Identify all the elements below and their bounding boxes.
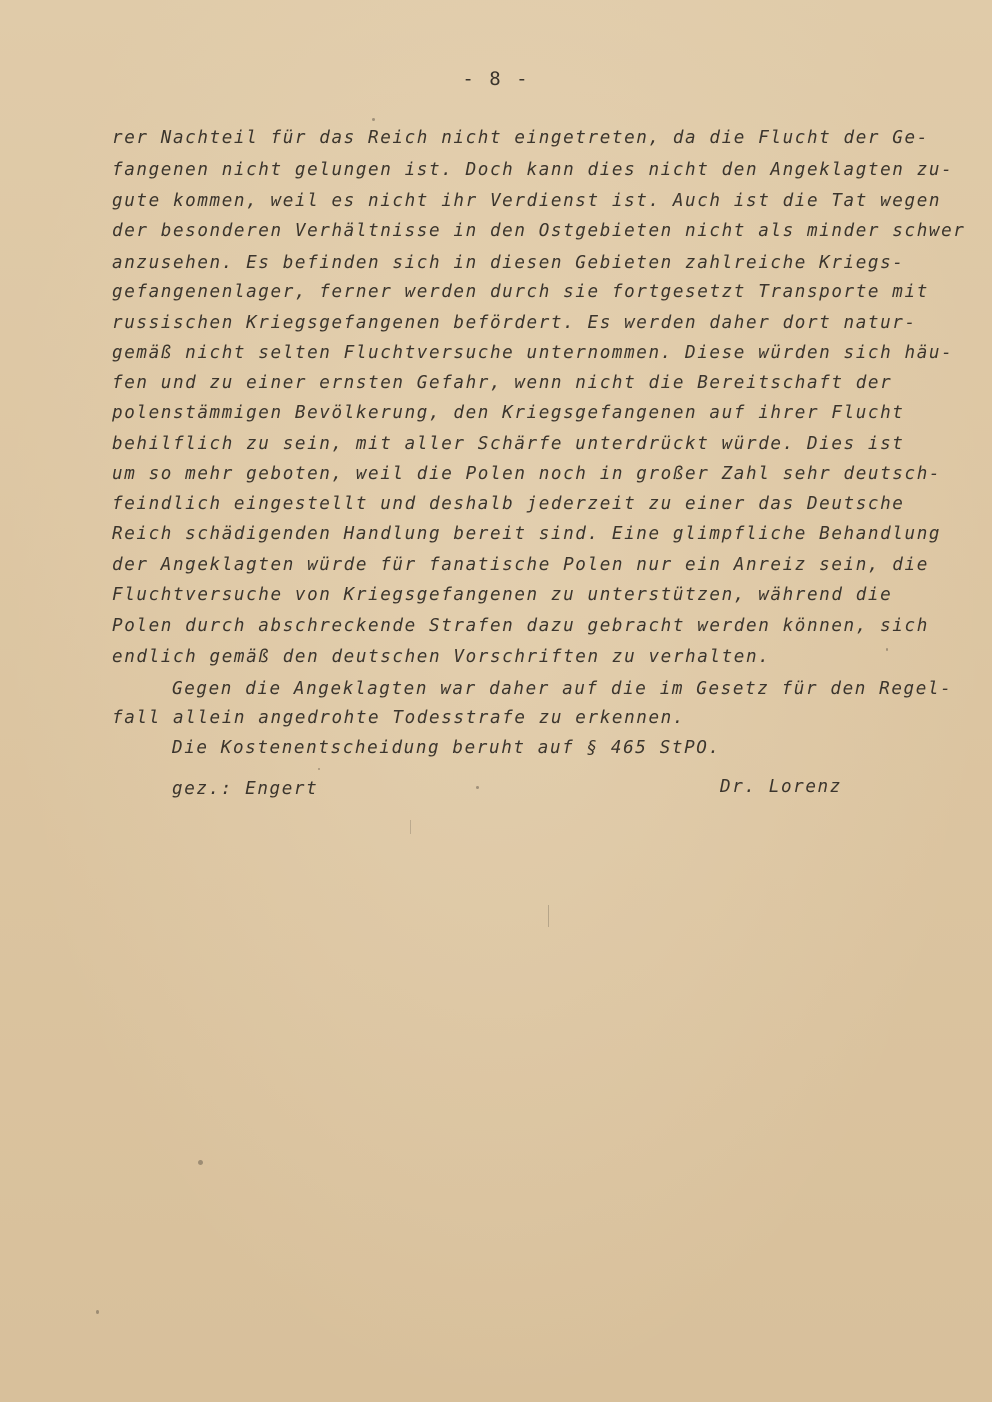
body-line: gefangenenlager, ferner werden durch sie fortgesetzt Transporte mit: [112, 282, 929, 302]
body-line: um so mehr geboten, weil die Polen noch in großer Zahl sehr deutsch-: [112, 464, 942, 484]
paper-speck: [372, 118, 375, 121]
body-line: anzusehen. Es befinden sich in diesen Gebieten zahlreiche Kriegs-: [112, 253, 905, 273]
body-line: Gegen die Angeklagten war daher auf die im Gesetz für den Regel-: [172, 679, 953, 699]
body-line: endlich gemäß den deutschen Vorschriften zu verhalten.: [112, 647, 771, 667]
body-line: gemäß nicht selten Fluchtversuche unternommen. Diese würden sich häu-: [112, 343, 954, 363]
body-line: polenstämmigen Bevölkerung, den Kriegsgefangenen auf ihrer Flucht: [112, 403, 905, 423]
body-line: behilflich zu sein, mit aller Schärfe unterdrückt würde. Dies ist: [112, 434, 905, 454]
body-line: russischen Kriegsgefangenen befördert. Es werden daher dort natur-: [112, 313, 917, 333]
paper-mark: [410, 820, 411, 834]
body-line: der Angeklagten würde für fanatische Polen nur ein Anreiz sein, die: [112, 555, 929, 575]
body-line: der besonderen Verhältnisse in den Ostgebieten nicht als minder schwer: [112, 221, 966, 241]
signature-engert: gez.: Engert: [172, 779, 319, 799]
body-line: fen und zu einer ernsten Gefahr, wenn nicht die Bereitschaft der: [112, 373, 893, 393]
body-line: rer Nachteil für das Reich nicht eingetreten, da die Flucht der Ge-: [112, 128, 929, 148]
body-line: Die Kostenentscheidung beruht auf § 465 StPO.: [172, 738, 721, 758]
page-number: - 8 -: [462, 68, 530, 90]
paper-speck: [96, 1310, 99, 1314]
signature-lorenz: Dr. Lorenz: [720, 777, 842, 797]
paper-speck: [318, 768, 320, 770]
body-line: fall allein angedrohte Todesstrafe zu erkennen.: [112, 708, 686, 728]
paper-speck: [476, 786, 479, 789]
body-line: gute kommen, weil es nicht ihr Verdienst ist. Auch ist die Tat wegen: [112, 191, 942, 211]
paper-mark: [548, 905, 549, 927]
paper-speck: [886, 648, 888, 651]
paper-speck: [198, 1160, 203, 1165]
body-line: fangenen nicht gelungen ist. Doch kann dies nicht den Angeklagten zu-: [112, 160, 954, 180]
body-line: Polen durch abschreckende Strafen dazu gebracht werden können, sich: [112, 616, 929, 636]
body-line: feindlich eingestellt und deshalb jederzeit zu einer das Deutsche: [112, 494, 905, 514]
body-line: Reich schädigenden Handlung bereit sind. Eine glimpfliche Behandlung: [112, 524, 942, 544]
body-line: Fluchtversuche von Kriegsgefangenen zu unterstützen, während die: [112, 585, 893, 605]
